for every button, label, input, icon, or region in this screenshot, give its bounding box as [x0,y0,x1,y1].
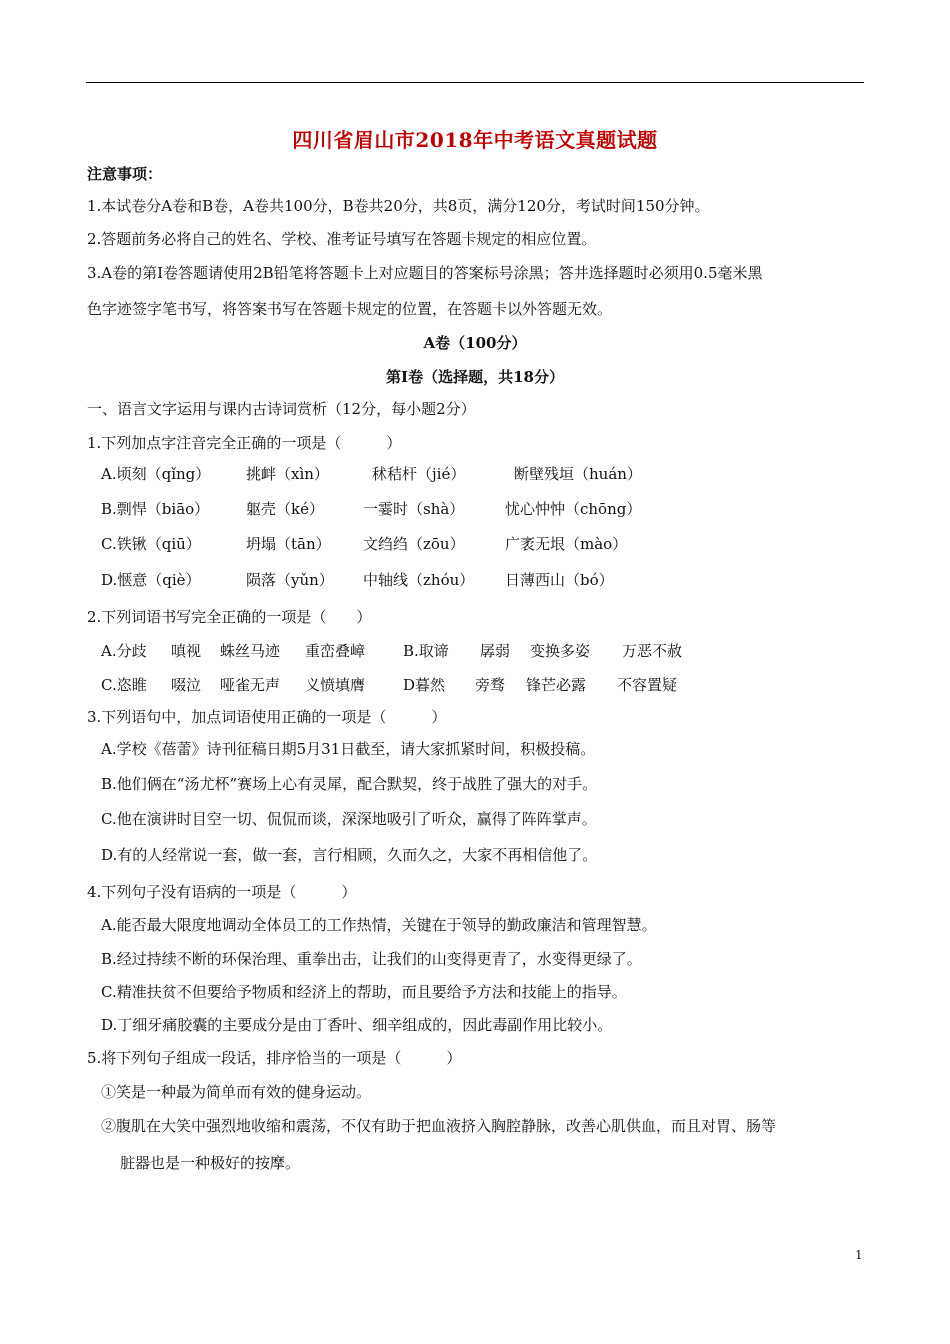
option-item: 变换多姿 [530,642,591,660]
option-item: 忧心忡忡（chōng） [505,500,642,518]
question-3-option-b: B.他们俩在“汤尤杯”赛场上心有灵犀，配合默契，终于战胜了强大的对手。 [101,775,598,793]
option-item: A.分歧 [101,642,147,660]
option-item: 蛛丝马迹 [220,642,281,660]
question-4-stem: 4.下列句子没有语病的一项是（ ） [87,883,357,901]
option-item: 躯壳（ké） [246,500,324,518]
option-item: C.铁锹（qiū） [101,535,201,553]
option-item: 一霎时（shà） [363,500,465,518]
option-item: 哑雀无声 [220,676,281,694]
option-item: B.剽悍（biāo） [101,500,210,518]
question-4-option-a: A.能否最大限度地调动全体员工的工作热情，关键在于领导的勤政廉洁和管理智慧。 [101,916,657,934]
notes-item-1: 1.本试卷分A卷和B卷，A卷共100分，B卷共20分，共8页，满分120分，考试时间150分钟。 [87,197,710,215]
question-1-stem: 1.下列加点字注音完全正确的一项是（ ） [87,434,402,452]
question-4-option-c: C.精准扶贫不但要给予物质和经济上的帮助，而且要给予方法和技能上的指导。 [101,983,627,1001]
question-4-option-b: B.经过持续不断的环保治理、重拳出击，让我们的山变得更青了，水变得更绿了。 [101,950,642,968]
notes-item-3-cont: 色字迹签字笔书写，将答案书写在答题卡规定的位置，在答题卡以外答题无效。 [87,300,613,318]
notes-item-2: 2.答题前务必将自己的姓名、学校、准考证号填写在答题卡规定的相应位置。 [87,230,597,248]
option-item: B.取谛 [403,642,449,660]
section-1-heading: 第Ⅰ卷（选择题，共18分） [386,368,564,386]
option-item: 不容置疑 [617,676,678,694]
page-number: 1 [855,1248,863,1262]
question-3-option-a: A.学校《蓓蕾》诗刊征稿日期5月31日截至，请大家抓紧时间，积极投稿。 [101,740,596,758]
option-item: 重峦叠嶂 [305,642,366,660]
option-item: 中轴线（zhóu） [363,571,475,589]
part-1-heading: 一、语言文字运用与课内古诗词赏析（12分，每小题2分） [87,400,476,418]
option-item: 旁骛 [475,676,506,694]
option-item: 断壁残垣（huán） [514,465,642,483]
document-title: 四川省眉山市2018年中考语文真题试题 [292,128,658,152]
option-item: 陨落（yǔn） [246,571,334,589]
option-item: 广袤无垠（mào） [505,535,628,553]
question-2-stem: 2.下列词语书写完全正确的一项是（ ） [87,608,372,626]
notes-heading: 注意事项： [87,165,163,183]
option-item: 义愤填膺 [305,676,366,694]
option-item: 坍塌（tān） [246,535,331,553]
option-item: A.顷刻（qǐng） [101,465,211,483]
option-item: 挑衅（xìn） [246,465,329,483]
option-item: 孱弱 [480,642,511,660]
question-5-sentence-2: ②腹肌在大笑中强烈地收缩和震荡，不仅有助于把血液挤入胸腔静脉，改善心肌供血，而且对胃、肠等 [101,1117,777,1135]
question-5-sentence-1: ①笑是一种最为简单而有效的健身运动。 [101,1083,372,1101]
option-item: 万恶不赦 [622,642,683,660]
option-item: D暮然 [403,676,446,694]
question-5-sentence-2-cont: 脏器也是一种极好的按摩。 [120,1154,301,1172]
question-4-option-d: D.丁细牙痛胶囊的主要成分是由丁香叶、细辛组成的，因此毒副作用比较小。 [101,1016,613,1034]
option-item: 秫秸杆（jié） [372,465,466,483]
header-rule [86,82,864,83]
section-a-heading: A卷（100分） [423,334,527,352]
option-item: 日薄西山（bó） [505,571,614,589]
question-3-stem: 3.下列语句中，加点词语使用正确的一项是（ ） [87,708,447,726]
notes-item-3: 3.A卷的第Ⅰ卷答题请使用2B铅笔将答题卡上对应题目的答案标号涂黑；答井选择题时必须用0.5毫米黑 [87,264,763,282]
option-item: D.惬意（qiè） [101,571,201,589]
question-3-option-d: D.有的人经常说一套，做一套，言行相顾，久而久之，大家不再相信他了。 [101,846,598,864]
option-item: 嗔视 [171,642,202,660]
question-5-stem: 5.将下列句子组成一段话，排序恰当的一项是（ ） [87,1049,462,1067]
question-3-option-c: C.他在演讲时目空一切、侃侃而谈，深深地吸引了听众，赢得了阵阵掌声。 [101,810,597,828]
option-item: C.恣睢 [101,676,147,694]
option-item: 啜泣 [171,676,202,694]
option-item: 锋芒必露 [526,676,587,694]
option-item: 文绉绉（zōu） [363,535,465,553]
